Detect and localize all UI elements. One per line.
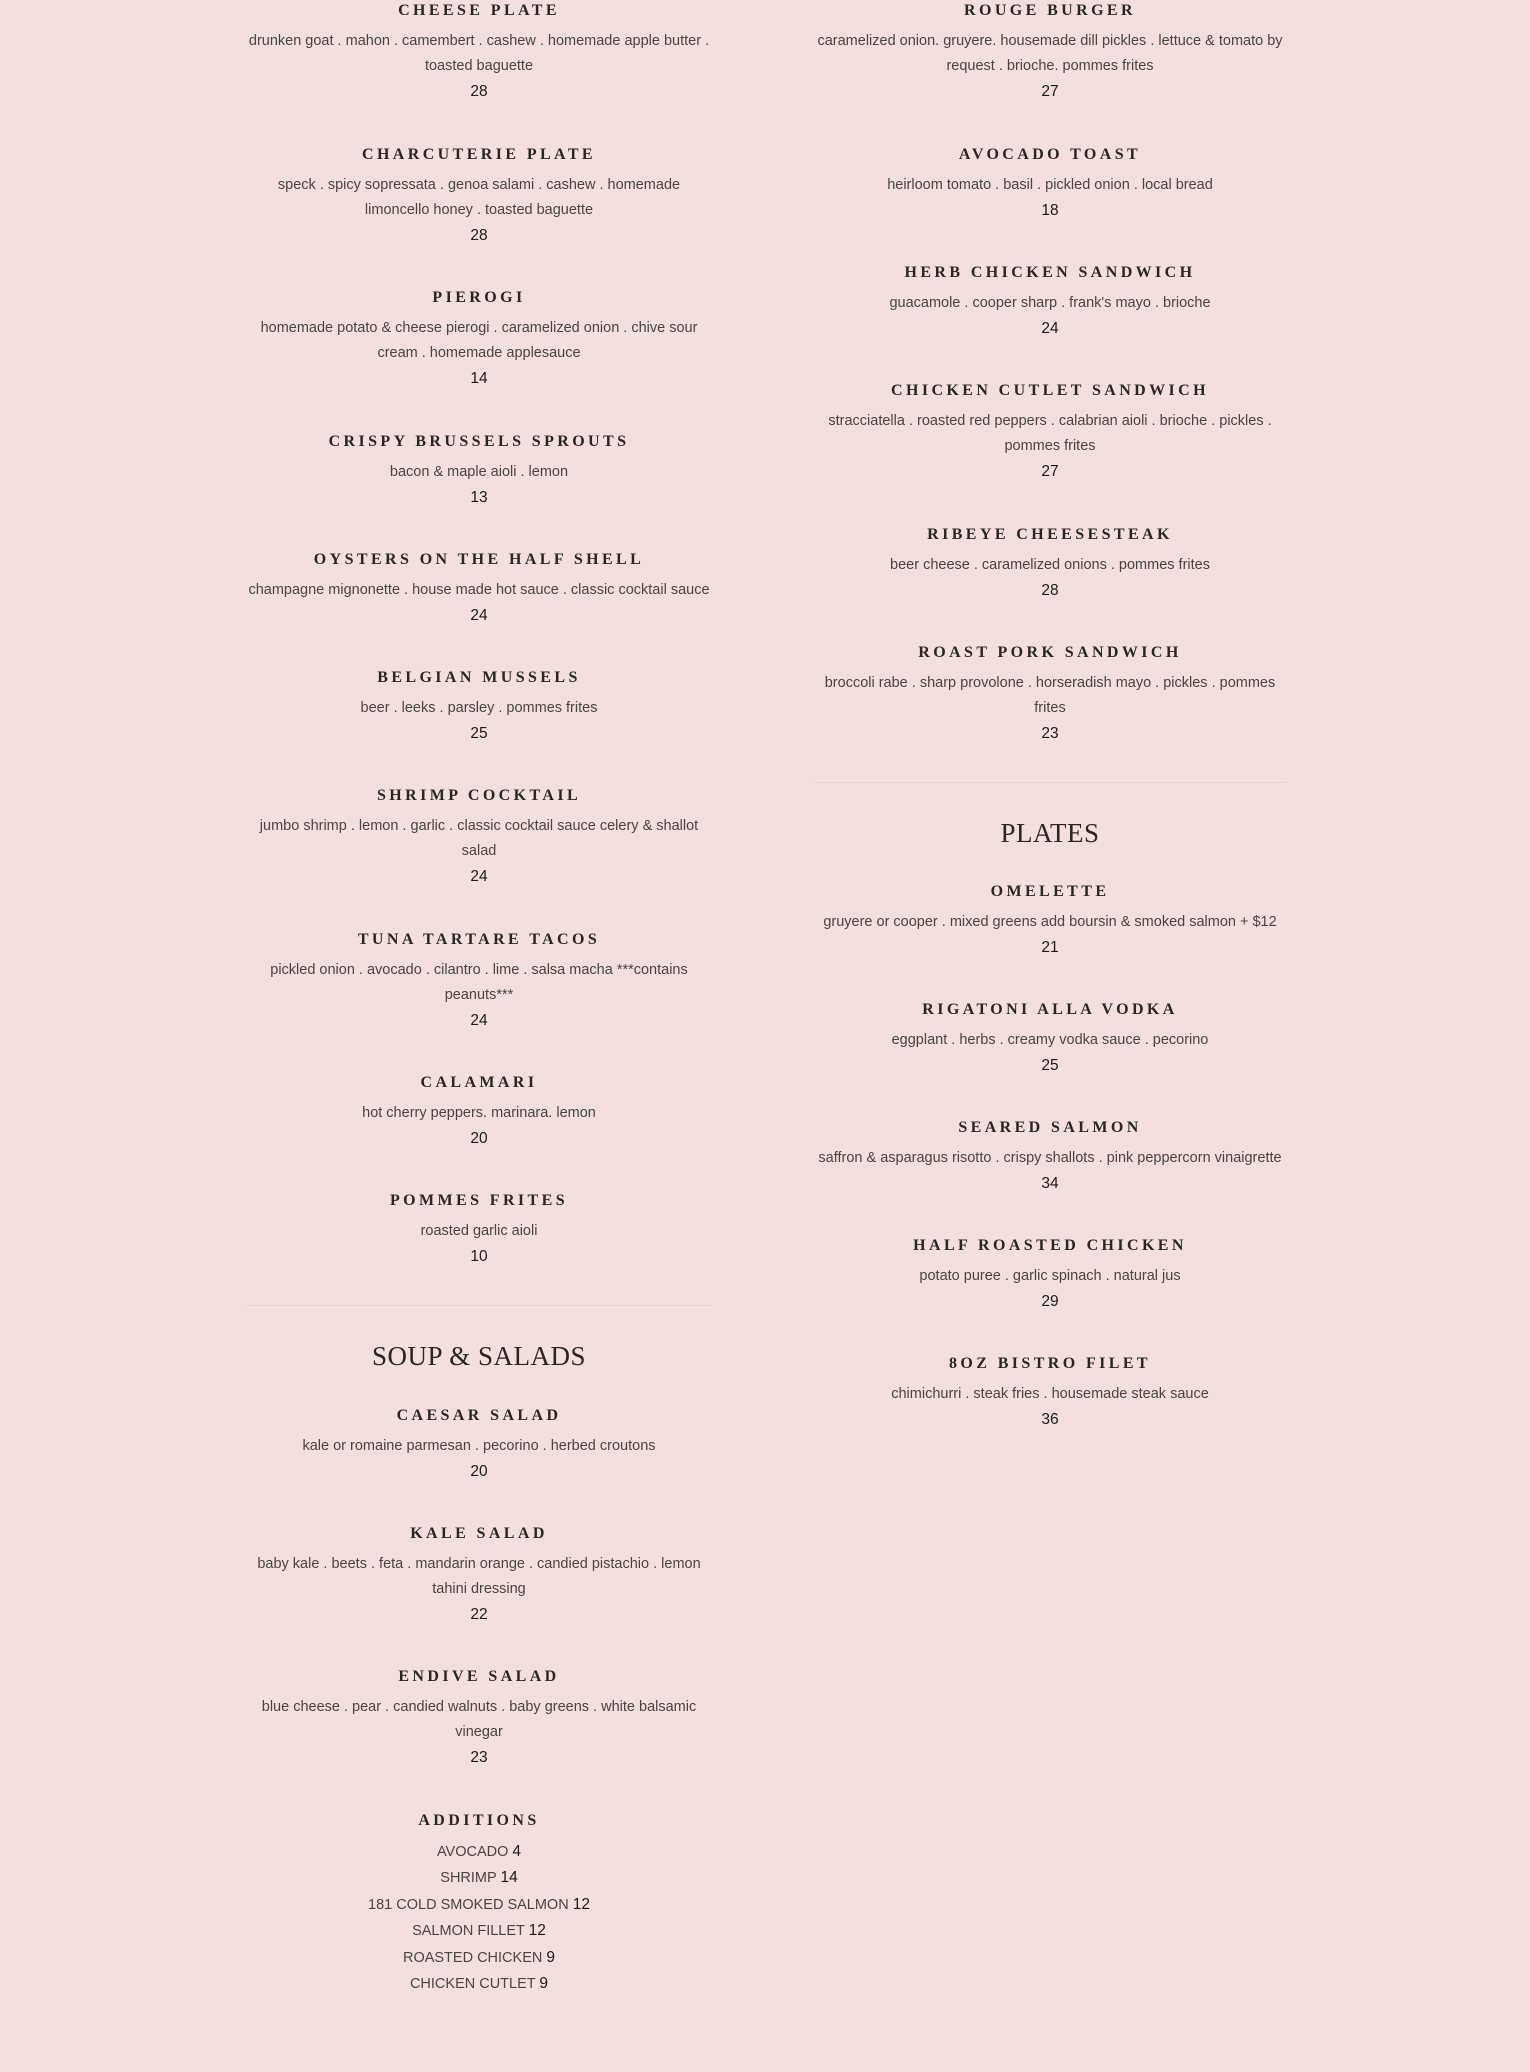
item-description: drunken goat . mahon . camembert . cashew . homemade apple butter . toasted baguette <box>248 33 710 74</box>
menu-item-half-roasted-chicken <box>814 1236 1286 1314</box>
item-description: blue cheese . pear . candied walnuts . baby greens . white balsamic vinegar <box>261 1699 697 1740</box>
menu-item-endive-salad <box>246 1667 712 1770</box>
item-description: potato puree . garlic spinach . natural jus <box>919 1268 1181 1284</box>
item-price: 13 <box>470 489 488 506</box>
item-price: 24 <box>470 868 488 885</box>
menu-item-tuna-tartare-tacos <box>246 930 712 1033</box>
addition-label: 181 COLD SMOKED SALMON <box>368 1896 569 1913</box>
menu-item-belgian-mussels <box>246 668 712 746</box>
item-name: HERB CHICKEN SANDWICH <box>904 264 1196 281</box>
item-name: OMELETTE <box>990 883 1110 900</box>
item-price: 24 <box>470 607 488 624</box>
menu-item-cheese-plate <box>246 1 712 104</box>
menu-item-pommes-frites <box>246 1191 712 1269</box>
item-description: champagne mignonette . house made hot sauce . classic cocktail sauce <box>248 582 710 598</box>
item-description: bacon & maple aioli . lemon <box>389 464 569 480</box>
additions-list <box>246 1839 712 1997</box>
addition-item <box>246 1865 712 1891</box>
menu-item-rigatoni-alla-vodka <box>814 1000 1286 1078</box>
item-description: pickled onion . avocado . cilantro . lime . salsa macha ***contains peanuts*** <box>270 962 688 1003</box>
item-description: beer cheese . caramelized onions . pommes frites <box>890 557 1210 573</box>
item-price: 27 <box>1041 463 1059 480</box>
addition-item <box>246 1945 712 1971</box>
item-name: CHICKEN CUTLET SANDWICH <box>891 382 1209 399</box>
item-description: baby kale . beets . feta . mandarin orange . candied pistachio . lemon tahini dressing <box>257 1556 701 1597</box>
menu-item-roast-pork-sandwich <box>814 643 1286 746</box>
item-price: 10 <box>470 1248 488 1265</box>
item-name: OYSTERS ON THE HALF SHELL <box>313 551 645 568</box>
item-description: kale or romaine parmesan . pecorino . herbed croutons <box>302 1438 656 1454</box>
addition-price: 9 <box>546 1948 556 1966</box>
menu-item-ribeye-cheesesteak <box>814 525 1286 603</box>
addition-price: 12 <box>528 1922 546 1940</box>
item-description: gruyere or cooper . mixed greens add boursin & smoked salmon + $12 <box>823 914 1277 930</box>
item-name: BELGIAN MUSSELS <box>377 669 581 686</box>
addition-label: AVOCADO <box>436 1844 509 1860</box>
item-name: ROAST PORK SANDWICH <box>918 644 1182 661</box>
item-price: 14 <box>470 370 488 387</box>
section-title-plates: PLATES <box>1000 818 1100 848</box>
item-price: 21 <box>1041 939 1059 956</box>
addition-label: ROASTED CHICKEN <box>402 1949 543 1966</box>
item-name: PIEROGI <box>432 289 526 306</box>
item-price: 25 <box>1041 1057 1059 1074</box>
menu-item-rouge-burger <box>814 1 1286 104</box>
item-name: CHARCUTERIE PLATE <box>362 146 596 163</box>
item-price: 18 <box>1041 202 1059 219</box>
item-description: speck . spicy sopressata . genoa salami . cashew . homemade limoncello honey . toasted baguette <box>277 177 681 218</box>
item-name: 8OZ BISTRO FILET <box>948 1355 1151 1372</box>
menu-item-calamari <box>246 1073 712 1151</box>
item-description: broccoli rabe . sharp provolone . horseradish mayo . pickles . pommes frites <box>824 675 1276 716</box>
addition-label: SALMON FILLET <box>412 1923 525 1940</box>
item-name: RIBEYE CHEESESTEAK <box>927 526 1173 543</box>
item-price: 28 <box>470 227 488 244</box>
item-description: roasted garlic aioli <box>420 1223 538 1239</box>
item-description: caramelized onion. gruyere. housemade dill pickles . lettuce & tomato by request . brioche. pommes frites <box>817 33 1283 74</box>
item-description: homemade potato & cheese pierogi . caramelized onion . chive sour cream . homemade applesauce <box>260 320 698 361</box>
item-name: RIGATONI ALLA VODKA <box>922 1001 1178 1018</box>
item-name: CAESAR SALAD <box>396 1407 562 1424</box>
additions-title: ADDITIONS <box>418 1812 540 1829</box>
item-price: 23 <box>470 1749 488 1766</box>
menu-item-pierogi <box>246 288 712 391</box>
section-title-soup-salads: SOUP & SALADS <box>371 1341 587 1371</box>
item-description: heirloom tomato . basil . pickled onion . local bread <box>887 177 1213 193</box>
addition-label: CHICKEN CUTLET <box>409 1976 536 1993</box>
item-description: stracciatella . roasted red peppers . calabrian aioli . brioche . pickles . pommes frites <box>828 413 1272 454</box>
menu-item-herb-chicken-sandwich <box>814 263 1286 341</box>
menu-item-shrimp-cocktail <box>246 786 712 889</box>
section-divider <box>814 782 1286 783</box>
item-description: chimichurri . steak fries . housemade steak sauce <box>891 1386 1209 1402</box>
item-price: 28 <box>1041 582 1059 599</box>
addition-item <box>246 1892 712 1918</box>
item-price: 34 <box>1041 1175 1059 1192</box>
item-description: jumbo shrimp . lemon . garlic . classic cocktail sauce celery & shallot salad <box>259 818 699 859</box>
item-price: 24 <box>1041 320 1059 337</box>
item-description: beer . leeks . parsley . pommes frites <box>360 700 598 716</box>
addition-label: SHRIMP <box>440 1870 497 1887</box>
addition-price: 14 <box>500 1869 518 1887</box>
addition-item <box>246 1971 712 1997</box>
item-price: 28 <box>470 83 488 100</box>
item-name: SEARED SALMON <box>958 1119 1142 1136</box>
menu-item-avocado-toast <box>814 145 1286 223</box>
addition-item <box>246 1839 712 1865</box>
menu-item-crispy-brussels-sprouts <box>246 432 712 510</box>
menu-item-chicken-cutlet-sandwich <box>814 381 1286 484</box>
item-name: CALAMARI <box>420 1074 538 1091</box>
item-price: 20 <box>470 1463 488 1480</box>
item-name: AVOCADO TOAST <box>958 146 1142 163</box>
menu-item-caesar-salad <box>246 1406 712 1484</box>
item-description: guacamole . cooper sharp . frank's mayo . brioche <box>889 295 1211 311</box>
item-price: 27 <box>1041 83 1059 100</box>
menu-item-oysters <box>246 550 712 628</box>
item-name: CRISPY BRUSSELS SPROUTS <box>328 433 630 450</box>
menu-item-omelette <box>814 882 1286 960</box>
item-name: ROUGE BURGER <box>964 2 1136 19</box>
addition-price: 12 <box>572 1895 590 1913</box>
item-name: HALF ROASTED CHICKEN <box>913 1237 1187 1254</box>
item-name: POMMES FRITES <box>390 1192 568 1209</box>
item-name: SHRIMP COCKTAIL <box>376 787 582 804</box>
item-price: 20 <box>470 1130 488 1147</box>
item-price: 25 <box>470 725 488 742</box>
item-description: saffron & asparagus risotto . crispy shallots . pink peppercorn vinaigrette <box>818 1150 1282 1166</box>
additions-block <box>246 1811 712 1997</box>
item-name: TUNA TARTARE TACOS <box>357 931 601 948</box>
menu-item-bistro-filet <box>814 1354 1286 1432</box>
item-description: hot cherry peppers. marinara. lemon <box>362 1105 596 1121</box>
addition-item <box>246 1918 712 1944</box>
item-price: 23 <box>1041 725 1059 742</box>
menu-item-kale-salad <box>246 1524 712 1627</box>
item-price: 29 <box>1041 1293 1059 1310</box>
menu-item-seared-salmon <box>814 1118 1286 1196</box>
item-description: eggplant . herbs . creamy vodka sauce . pecorino <box>891 1032 1209 1048</box>
addition-price: 4 <box>512 1843 522 1860</box>
item-price: 24 <box>470 1012 488 1029</box>
item-name: KALE SALAD <box>410 1525 548 1542</box>
menu-item-charcuterie-plate <box>246 145 712 248</box>
item-price: 22 <box>470 1606 488 1623</box>
addition-price: 9 <box>539 1975 549 1993</box>
item-name: ENDIVE SALAD <box>398 1668 560 1685</box>
item-name: CHEESE PLATE <box>398 2 560 19</box>
item-price: 36 <box>1041 1411 1059 1428</box>
section-divider <box>246 1305 712 1306</box>
